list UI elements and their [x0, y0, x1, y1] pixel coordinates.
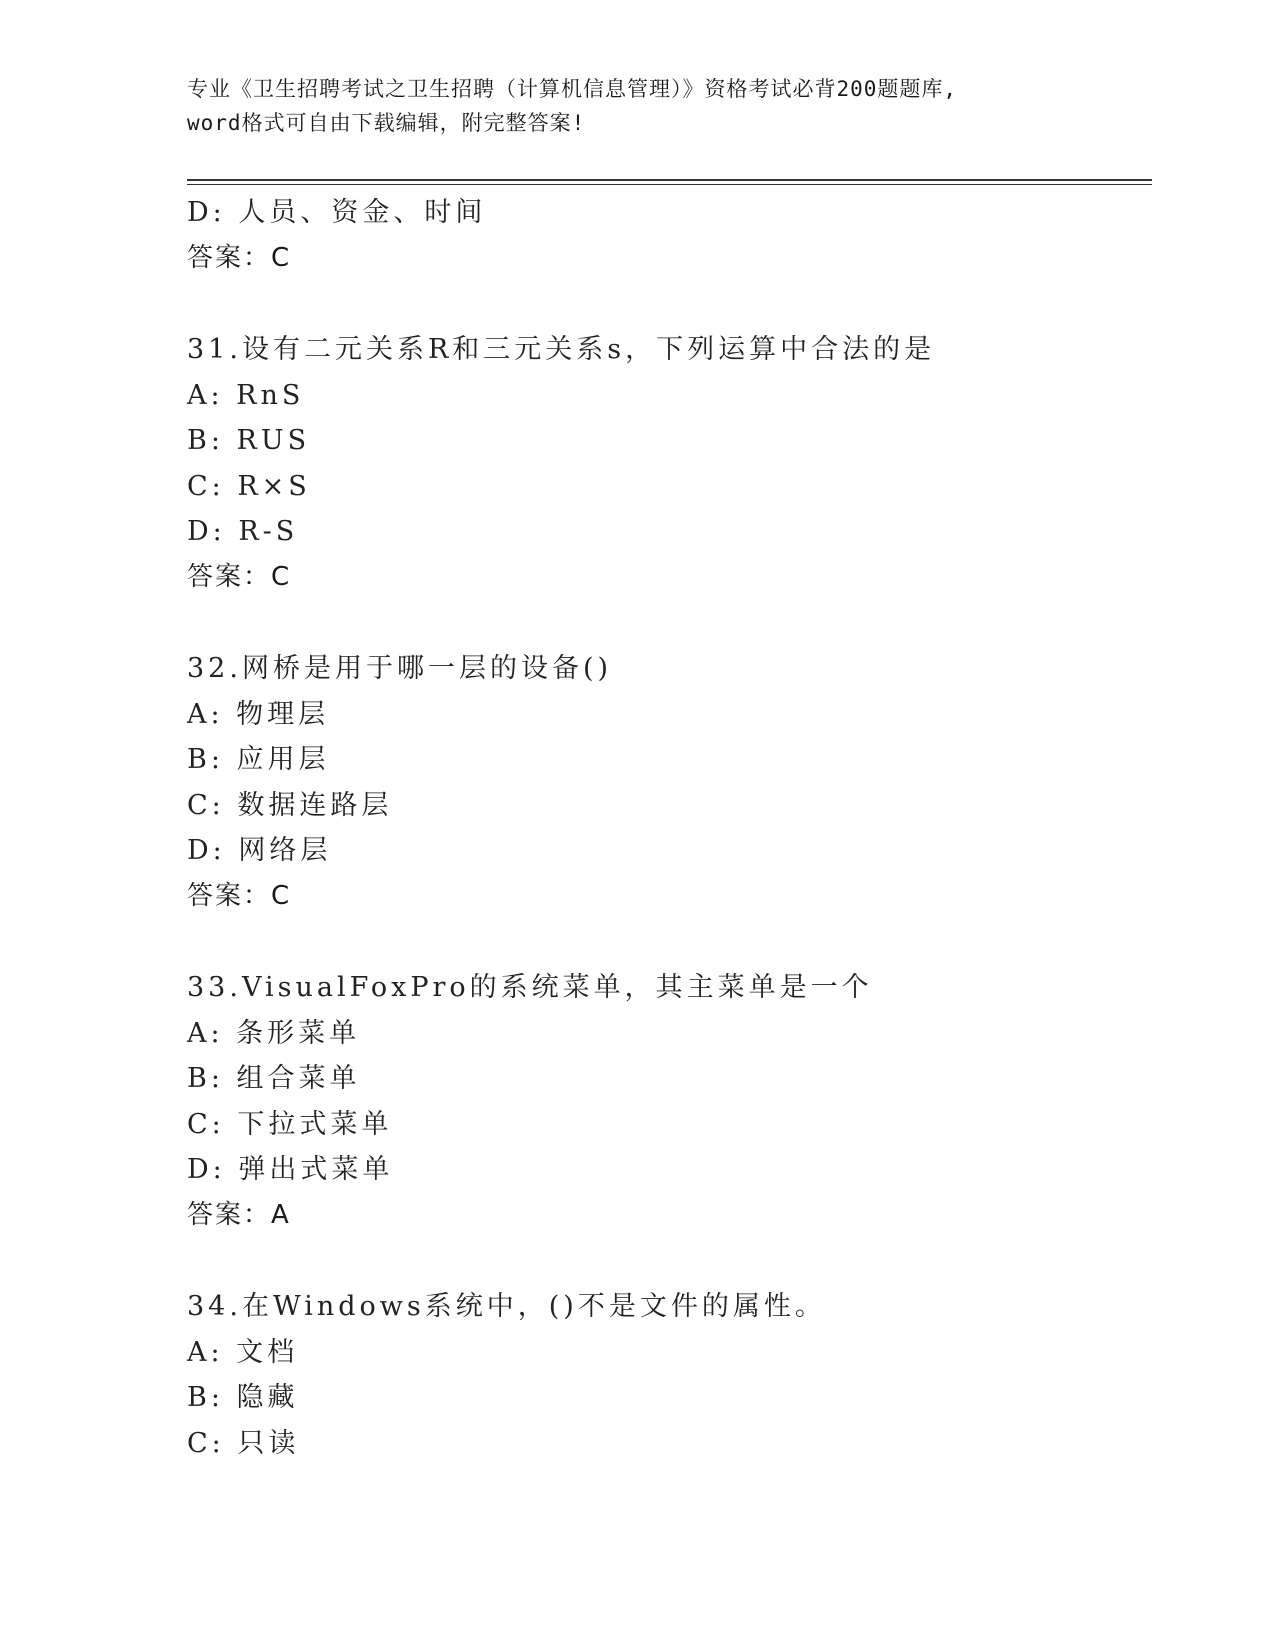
question-stem: 32.网桥是用于哪一层的设备()	[187, 653, 613, 684]
option-d: D: 弹出式菜单	[187, 1154, 394, 1185]
question-31	[187, 327, 1152, 600]
option-a: A: 物理层	[187, 698, 330, 730]
option-c: C: 下拉式菜单	[187, 1108, 393, 1140]
question-34	[187, 1284, 1152, 1466]
option-d: D: R-S	[187, 516, 299, 547]
header-title-line-2: word格式可自由下载编辑，附完整答案!	[187, 111, 586, 135]
option-a: A: RnS	[187, 379, 305, 411]
option-a: A: 文档	[187, 1336, 299, 1368]
header-title-line-1: 专业《卫生招聘考试之卫生招聘（计算机信息管理）》资格考试必背200题题库,	[187, 77, 958, 101]
question-33	[187, 965, 1152, 1238]
option-d: D: 网络层	[187, 835, 332, 866]
question-stem: 31.设有二元关系R和三元关系s，下列运算中合法的是	[187, 334, 936, 365]
option-a: A: 条形菜单	[187, 1017, 361, 1049]
option-b: B: RUS	[187, 425, 311, 456]
question-32	[187, 646, 1152, 919]
answer: 答案：C	[187, 561, 292, 592]
answer: 答案：A	[187, 1199, 291, 1230]
option-b: B: 应用层	[187, 744, 330, 775]
question-stem: 34.在Windows系统中，()不是文件的属性。	[187, 1291, 826, 1322]
prev-question-option-d: D: 人员、资金、时间	[187, 197, 487, 228]
question-list	[187, 190, 1152, 1466]
answer: 答案：C	[187, 880, 292, 911]
document-header	[187, 72, 1087, 140]
option-b: B: 组合菜单	[187, 1063, 361, 1094]
question-stem: 33.VisualFoxPro的系统菜单，其主菜单是一个	[187, 972, 873, 1003]
option-c: C: 数据连路层	[187, 789, 393, 821]
prev-question-answer: 答案：C	[187, 242, 292, 273]
header-divider	[187, 179, 1152, 185]
option-b: B: 隐藏	[187, 1382, 299, 1413]
option-c: C: R×S	[187, 470, 311, 502]
option-c: C: 只读	[187, 1427, 300, 1459]
